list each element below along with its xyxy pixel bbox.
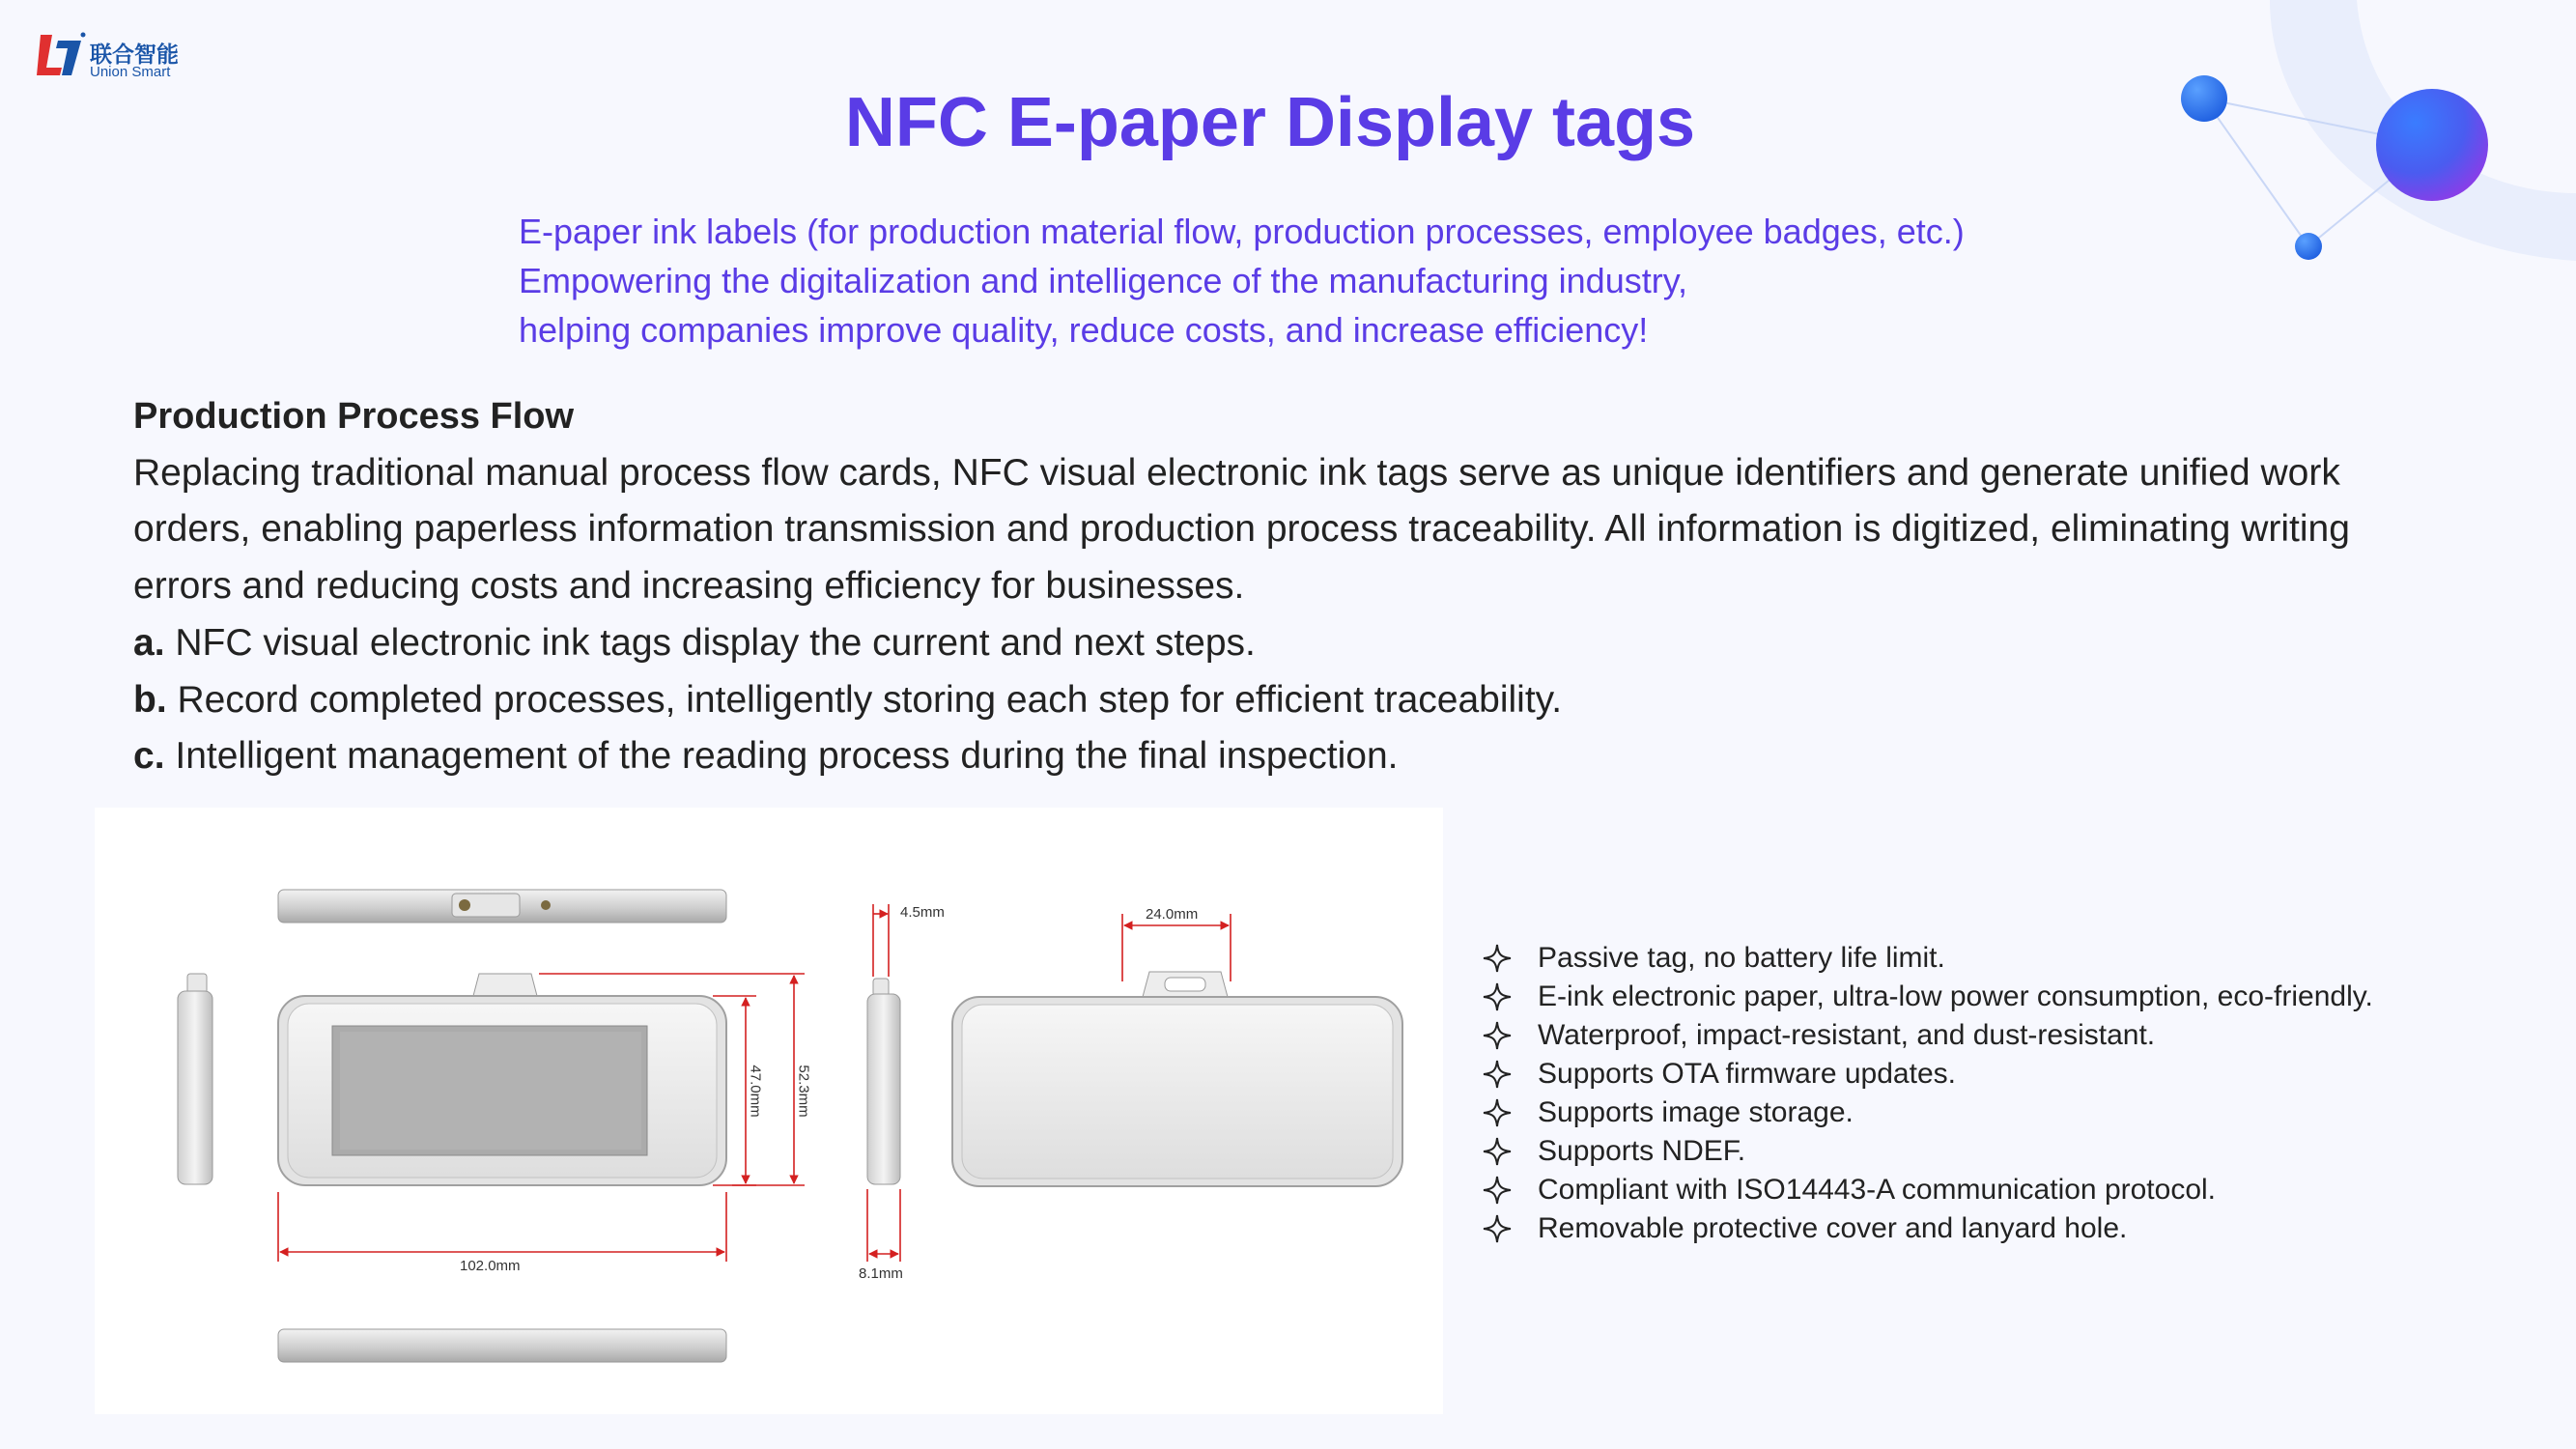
four-point-star-icon	[1482, 1020, 1513, 1051]
four-point-star-icon	[1482, 943, 1513, 974]
feature-text: Supports image storage.	[1538, 1096, 1854, 1128]
list-item	[1482, 939, 2373, 978]
list-item	[1482, 1132, 2373, 1171]
four-point-star-icon	[1482, 1136, 1513, 1167]
item-text: Record completed processes, intelligently storing each step for efficient traceability.	[166, 678, 1563, 721]
list-item	[1482, 1171, 2373, 1209]
dimension-width-label: 102.0mm	[460, 1258, 521, 1274]
feature-text: E-ink electronic paper, ultra-low power consumption, eco-friendly.	[1538, 980, 2373, 1012]
right-side-view	[867, 979, 900, 1184]
dimension-inner-height-label: 47.0mm	[747, 1065, 764, 1118]
production-process-section	[133, 388, 2442, 785]
list-item	[1482, 1209, 2373, 1248]
feature-text: Removable protective cover and lanyard hole.	[1538, 1212, 2128, 1244]
item-text: NFC visual electronic ink tags display the current and next steps.	[164, 621, 1256, 664]
union-smart-logo-icon	[37, 31, 87, 79]
section-paragraph: Replacing traditional manual process flow cards, NFC visual electronic ink tags serve as unique identifiers and generate unified work orders, enabling paperless information transmission and production process traceability. All information is digitized, eliminating writing errors and reducing costs and increasing efficiency for businesses.	[133, 451, 2350, 608]
features-list	[1482, 939, 2373, 1248]
section-title: Production Process Flow	[133, 396, 575, 437]
list-item	[1482, 1016, 2373, 1055]
back-view	[952, 972, 1402, 1186]
feature-text: Supports NDEF.	[1538, 1135, 1746, 1167]
list-item	[1482, 1055, 2373, 1094]
list-item	[133, 615, 2442, 672]
list-item	[133, 672, 2442, 729]
list-item	[1482, 1094, 2373, 1132]
item-marker: c.	[133, 735, 165, 778]
four-point-star-icon	[1482, 1175, 1513, 1206]
dimension-depth-label: 8.1mm	[859, 1265, 903, 1282]
dimension-hanger-width-label: 24.0mm	[1146, 906, 1199, 923]
four-point-star-icon	[1482, 981, 1513, 1012]
left-side-view	[178, 974, 212, 1184]
bottom-view	[278, 1329, 726, 1362]
feature-text: Waterproof, impact-resistant, and dust-resistant.	[1538, 1019, 2156, 1051]
intro-line: E-paper ink labels (for production material flow, production processes, employee badges, etc.)	[519, 212, 1965, 251]
top-view	[278, 890, 726, 923]
technical-drawing	[95, 808, 1443, 1414]
intro-line: Empowering the digitalization and intelligence of the manufacturing industry,	[519, 261, 1688, 300]
item-text: Intelligent management of the reading process during the final inspection.	[164, 735, 1399, 778]
logo-chinese-name: 联合智能	[90, 42, 179, 67]
intro-line: helping companies improve quality, reduce costs, and increase efficiency!	[519, 310, 1649, 350]
front-view	[278, 974, 726, 1185]
feature-text: Supports OTA firmware updates.	[1538, 1058, 1956, 1090]
logo-english-name: Union Smart	[90, 64, 171, 80]
item-marker: a.	[133, 621, 165, 664]
four-point-star-icon	[1482, 1097, 1513, 1128]
four-point-star-icon	[1482, 1059, 1513, 1090]
feature-text: Compliant with ISO14443-A communication protocol.	[1538, 1174, 2217, 1206]
intro-text	[519, 207, 1965, 355]
dimension-side-top-label: 4.5mm	[900, 904, 945, 921]
page-title: NFC E-paper Display tags	[844, 84, 1696, 161]
company-logo	[37, 31, 201, 83]
dimension-outer-height-label: 52.3mm	[795, 1065, 812, 1118]
item-marker: b.	[133, 678, 167, 721]
list-item	[1482, 978, 2373, 1016]
list-item	[133, 728, 2442, 785]
four-point-star-icon	[1482, 1213, 1513, 1244]
feature-text: Passive tag, no battery life limit.	[1538, 942, 1945, 974]
